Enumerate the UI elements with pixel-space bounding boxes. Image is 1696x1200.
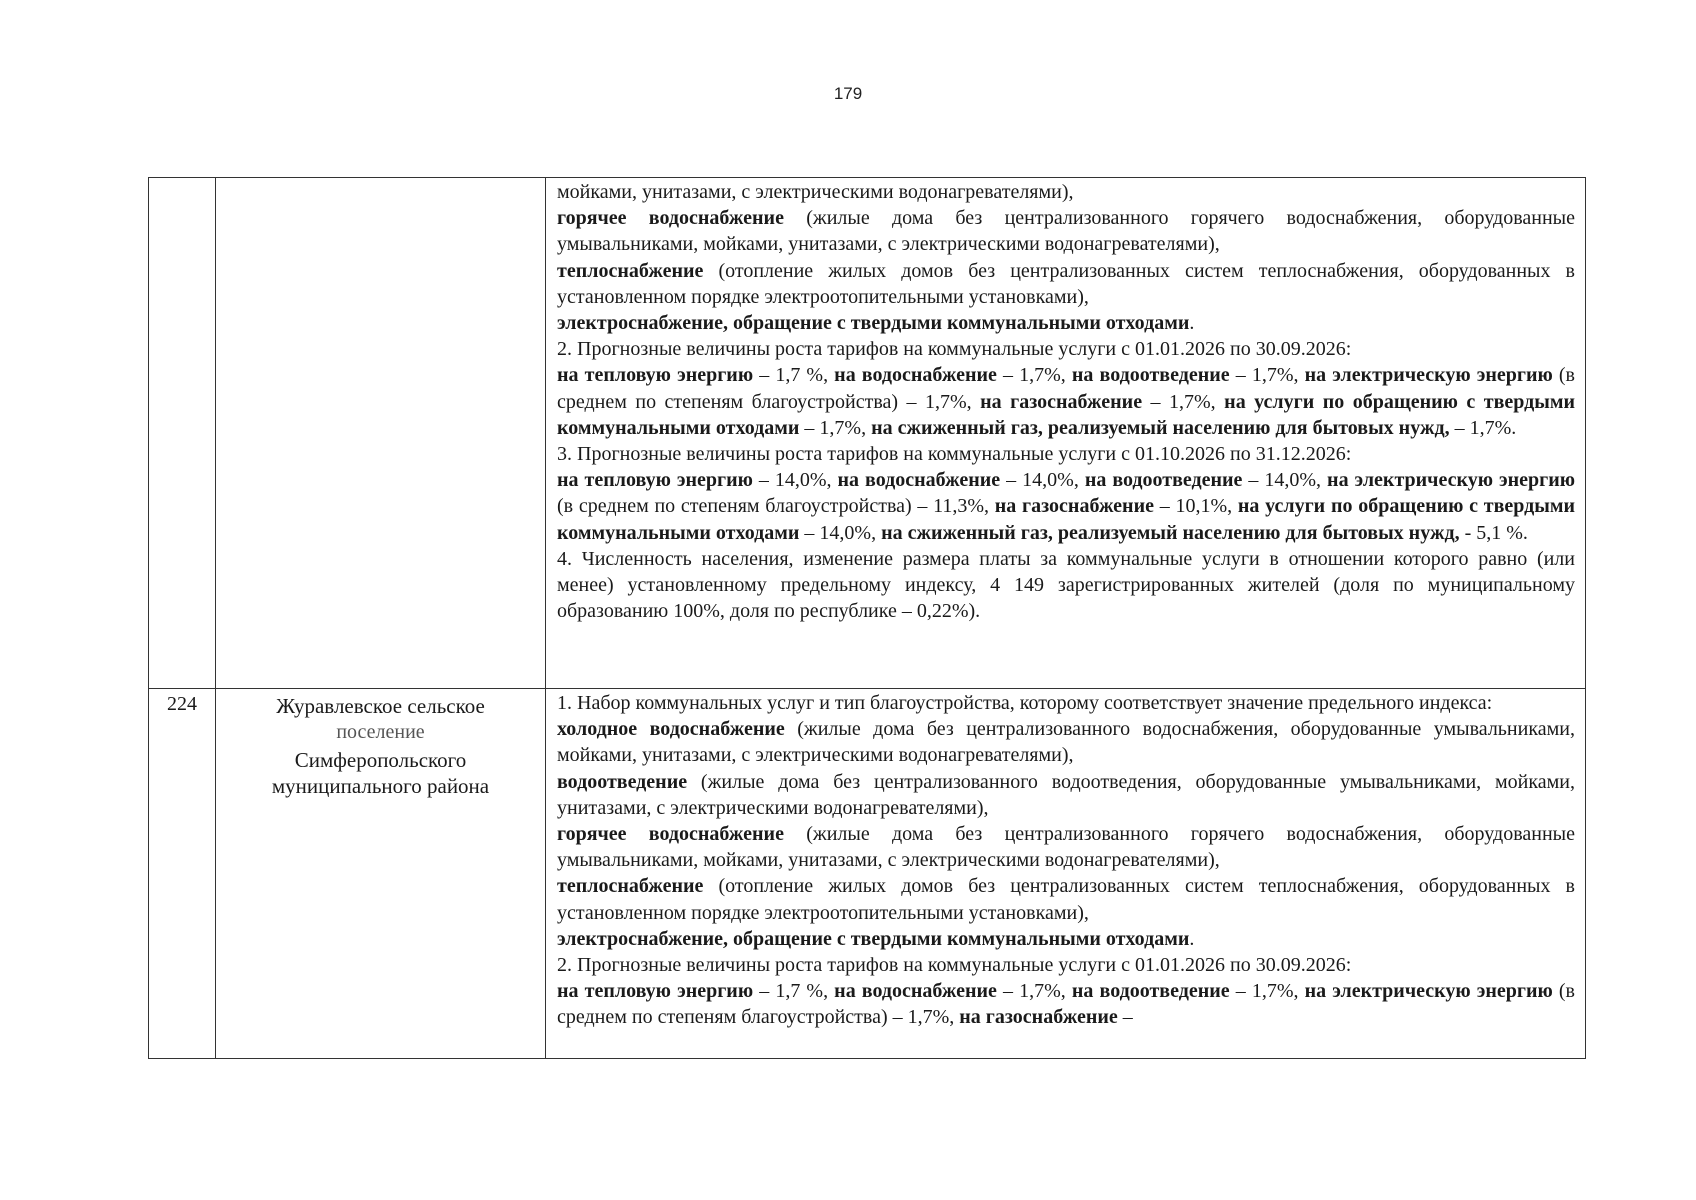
- bold-text: на сжиженный газ, реализуемый населению для бытовых нужд,: [881, 521, 1460, 544]
- description-paragraph: [557, 821, 1575, 873]
- bold-text: на услуги по обращению с твердыми коммунальными отходами: [557, 390, 1576, 439]
- bold-text: водоотведение: [557, 770, 688, 793]
- description-paragraph: [557, 690, 1575, 716]
- bold-text: на тепловую энергию: [557, 980, 754, 1003]
- bold-text: на тепловую энергию: [557, 469, 753, 492]
- bold-text: теплоснабжение: [557, 875, 704, 898]
- text: – 14,0%,: [1242, 469, 1328, 492]
- bold-text: на сжиженный газ, реализуемый населению для бытовых нужд,: [871, 416, 1450, 439]
- text: (отопление жилых домов без централизованных систем теплоснабжения, оборудованных в установленном порядке электроотопительными установками),: [557, 875, 1575, 924]
- bold-text: на газоснабжение: [980, 390, 1143, 413]
- description-paragraph: [557, 769, 1575, 821]
- text: .: [1189, 927, 1195, 950]
- text: (в среднем по степеням благоустройства) – 1,7%,: [557, 364, 1575, 413]
- municipality-name-line: Симферопольского муниципального района: [271, 748, 490, 798]
- table-row: [149, 689, 1586, 1059]
- text: – 1,7 %,: [753, 980, 835, 1003]
- municipality-name: [216, 689, 546, 1059]
- text: – 14,0%,: [799, 521, 882, 544]
- description-paragraph: [557, 716, 1575, 768]
- bold-text: на газоснабжение: [959, 1006, 1118, 1029]
- bold-text: горячее водоснабжение: [557, 823, 784, 846]
- bold-text: на водоснабжение: [834, 364, 997, 387]
- bold-text: электроснабжение, обращение с твердыми коммунальными отходами: [557, 312, 1190, 335]
- page-number: 179: [833, 84, 863, 103]
- bold-text: на водоснабжение: [837, 469, 1001, 492]
- text: – 1,7%,: [1229, 980, 1305, 1003]
- bold-text: на услуги по обращению с твердыми коммунальными отходами: [557, 495, 1575, 544]
- text: (жилые дома без централизованного водоотведения, оборудованные умывальниками, мойками, унитазами, с электрическими водонагревателями),: [557, 770, 1575, 819]
- description-paragraph: [557, 952, 1575, 978]
- text: 1. Набор коммунальных услуг и тип благоустройства, которому соответствует значение предельного индекса:: [557, 692, 1493, 714]
- bold-text: на электрическую энергию: [1304, 980, 1553, 1003]
- text: (жилые дома без централизованного водоснабжения, оборудованные умывальниками, мойками, унитазами, с электрическими водонагревателями),: [557, 718, 1575, 767]
- text: 2. Прогнозные величины роста тарифов на коммунальные услуги с 01.01.2026 по 30.09.2026:: [557, 954, 1352, 977]
- description-paragraph: [557, 546, 1575, 625]
- description-paragraph: [557, 467, 1575, 546]
- bold-text: холодное водоснабжение: [557, 718, 785, 741]
- row-number: 224: [149, 689, 216, 1059]
- description-paragraph: [557, 205, 1575, 257]
- municipality-name-line: поселение: [336, 721, 425, 743]
- text: (в среднем по степеням благоустройства) – 11,3%,: [557, 495, 995, 518]
- bold-text: на электрическую энергию: [1304, 364, 1553, 387]
- description-paragraph: [557, 978, 1575, 1030]
- row-number: [149, 178, 216, 689]
- bold-text: на водоотведение: [1071, 980, 1230, 1003]
- text: – 1,7%,: [996, 364, 1072, 387]
- description-paragraph: [557, 179, 1575, 205]
- text: – 1,7 %,: [753, 364, 835, 387]
- municipality-name-line: Журавлевское сельское: [276, 694, 485, 718]
- bold-text: на водоотведение: [1084, 469, 1243, 492]
- text: (в среднем по степеням благоустройства) – 1,7%,: [557, 980, 1575, 1029]
- description-paragraph: [557, 441, 1575, 467]
- text: (жилые дома без централизованного горячего водоснабжения, оборудованные умывальниками, мойками, унитазами, с электрическими водонагревателями),: [557, 823, 1575, 872]
- text: 2. Прогнозные величины роста тарифов на коммунальные услуги с 01.01.2026 по 30.09.2026:: [557, 338, 1352, 361]
- description-paragraph: [557, 310, 1575, 336]
- description-paragraph: [557, 258, 1575, 310]
- description-paragraph: [557, 926, 1575, 952]
- bold-text: на тепловую энергию: [557, 364, 754, 387]
- text: (отопление жилых домов без централизованных систем теплоснабжения, оборудованных в установленном порядке электроотопительными установками),: [557, 259, 1575, 308]
- text: – 1,7%,: [1142, 390, 1225, 413]
- bold-text: на газоснабжение: [994, 495, 1154, 518]
- text: .: [1189, 312, 1195, 335]
- table-row: [149, 178, 1586, 689]
- municipality-name: [216, 178, 546, 689]
- text: – 14,0%,: [752, 469, 838, 492]
- row-description: [546, 689, 1586, 1059]
- description-paragraph: [557, 336, 1575, 362]
- tariff-table: [148, 177, 1586, 1059]
- bold-text: электроснабжение, обращение с твердыми коммунальными отходами: [557, 927, 1190, 950]
- bold-text: на водоснабжение: [834, 980, 997, 1003]
- text: – 1,7%.: [1449, 416, 1517, 439]
- bold-text: теплоснабжение: [557, 259, 704, 282]
- text: – 10,1%,: [1153, 495, 1238, 518]
- row-description: [546, 178, 1586, 689]
- text: – 14,0%,: [1000, 469, 1085, 492]
- description-paragraph: [557, 873, 1575, 925]
- text: – 1,7%,: [799, 416, 872, 439]
- bold-text: на электрическую энергию: [1327, 469, 1576, 492]
- text: –: [1117, 1006, 1133, 1029]
- text: 4. Численность населения, изменение размера платы за коммунальные услуги в отношении которого равно (или менее) установленному предельному индексу, 4 149 зарегистрированных жителей (доля по муниципальному образованию 100%, доля по республике – 0,22%).: [557, 547, 1575, 623]
- text: 3. Прогнозные величины роста тарифов на коммунальные услуги с 01.10.2026 по 31.12.2026:: [557, 443, 1352, 466]
- text: – 1,7%,: [1229, 364, 1305, 387]
- text: (жилые дома без централизованного горячего водоснабжения, оборудованные умывальниками, мойками, унитазами, с электрическими водонагревателями),: [557, 207, 1575, 256]
- bold-text: на водоотведение: [1071, 364, 1230, 387]
- bold-text: горячее водоснабжение: [557, 207, 784, 230]
- text: – 1,7%,: [996, 980, 1072, 1003]
- text: - 5,1 %.: [1459, 521, 1528, 544]
- description-paragraph: [557, 362, 1575, 441]
- text: мойками, унитазами, с электрическими водонагревателями),: [557, 181, 1074, 203]
